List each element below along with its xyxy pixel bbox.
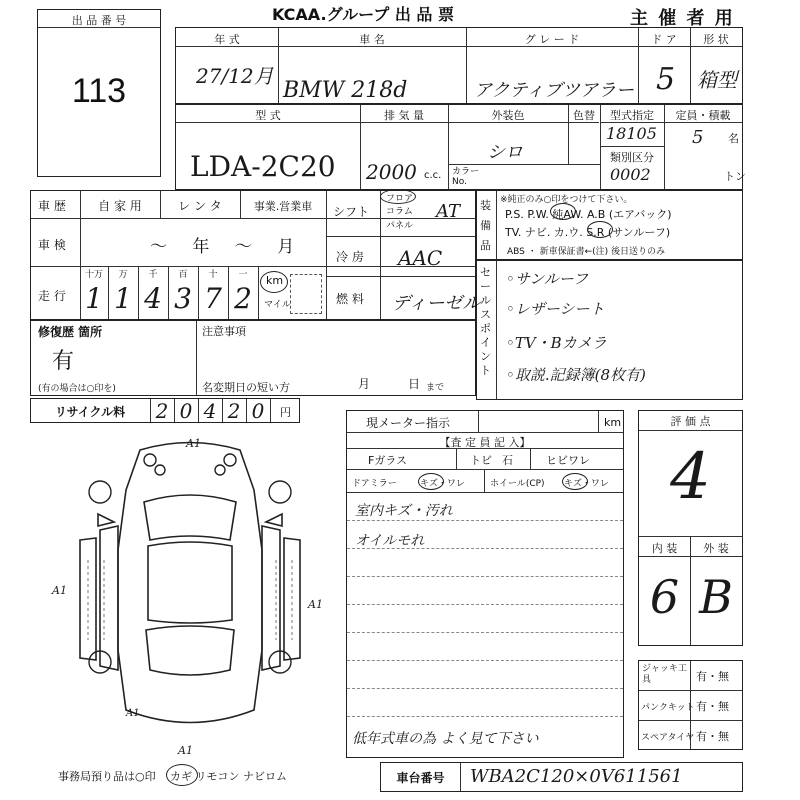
sales-point-item: ◦TV・Bカメラ: [506, 334, 607, 352]
damage-mark: A1: [126, 708, 140, 719]
interior-grade: 6: [649, 570, 680, 624]
class-label: 類別区分: [610, 151, 654, 164]
inspector-label: 【査 定 員 記 入】: [439, 436, 531, 449]
mileage-digit: 2: [234, 282, 252, 315]
color-no-label: カラー No.: [452, 167, 480, 187]
sales-point-item: ◦サンルーフ: [506, 270, 588, 288]
spare-tire-label: スペアタイヤ: [641, 733, 695, 743]
history-label: 車 歴: [38, 199, 66, 213]
mileage-digit: 1: [114, 282, 132, 315]
history-business: 事業.営業車: [253, 200, 313, 213]
jack-label: ジャッキ工具: [642, 664, 687, 685]
repair-label: 修復歴 箇所: [38, 325, 103, 339]
grade-value: アクティブツアラー: [474, 80, 635, 101]
capacity-unit-ton: トン: [724, 170, 746, 183]
mileage-digit: 4: [144, 282, 162, 315]
cc-unit: c.c.: [424, 170, 442, 181]
interior-label: 内 装: [651, 542, 678, 555]
form-title: KCAA.グループ 出 品 票: [272, 5, 454, 24]
shift-value: AT: [436, 201, 461, 222]
model-value: LDA-2C20: [190, 150, 336, 183]
glass-label: Fガラス: [368, 454, 407, 467]
notes-label: 注意事項: [202, 325, 246, 338]
name-change-day: 日: [408, 377, 421, 391]
displacement-label: 排 気 量: [384, 109, 424, 122]
mileage-digit: 7: [204, 282, 222, 315]
name-change-month: 月: [358, 377, 371, 391]
damage-mark: A1: [52, 584, 67, 597]
history-rental: レ ン タ: [178, 199, 222, 213]
damage-mark: A1: [308, 598, 323, 611]
glass-tobi: トビ: [470, 454, 492, 467]
chassis-label: 車台番号: [396, 771, 445, 785]
mileage-digit: 1: [85, 282, 103, 315]
class-value: 0002: [610, 165, 651, 184]
shift-label: シフト: [333, 205, 370, 219]
digit-label-10k: 万: [118, 270, 128, 280]
fuel-label: 燃 料: [336, 292, 364, 306]
sales-points-label: セールスポイント: [480, 266, 491, 377]
color-value: シロ: [487, 142, 523, 163]
year-value: 27/12月: [196, 64, 274, 88]
shift-option-floor: フロア: [386, 194, 414, 204]
equipment-line-2: TV. ナビ. カ.ウ. S.R (サンルーフ): [505, 226, 671, 239]
jack-value: 有・無: [696, 670, 729, 683]
meter-unit: km: [604, 416, 622, 429]
puncture-kit-value: 有・無: [696, 700, 729, 713]
puncture-kit-label: パンクキット: [641, 703, 695, 713]
ac-label: 冷 房: [336, 250, 364, 264]
name-change-label: 名変期日の短い方: [202, 381, 290, 394]
floor-circle: [380, 189, 416, 204]
recycle-unit: 円: [280, 406, 291, 419]
fuel-value: ディーゼル: [392, 293, 481, 314]
equipment-line-1: P.S. P.W. 純AW. A.B (エアバック): [505, 208, 672, 221]
history-private: 自 家 用: [98, 199, 142, 213]
digit-label-1: 一: [238, 270, 248, 280]
inspector-note: 室内キズ・汚れ: [355, 503, 453, 519]
inspection-label: 車 検: [38, 238, 66, 252]
damage-mark: A1: [178, 744, 193, 757]
chassis-number: WBA2C120×0V611561: [470, 766, 683, 787]
mileage-label: 走 行: [38, 289, 66, 303]
capacity-unit-people: 名: [728, 132, 739, 145]
ac-value: AAC: [398, 246, 443, 270]
damage-mark: A1: [186, 437, 201, 450]
shift-option-column: コラム: [386, 207, 413, 217]
recycle-digit: 2: [227, 399, 241, 423]
digit-label-100: 百: [178, 270, 188, 280]
recycle-digit: 0: [251, 399, 265, 423]
capacity-value: 5: [692, 127, 704, 148]
equipment-note: ※純正のみ○印をつけて下さい。: [500, 195, 633, 205]
name-change-until: まで: [426, 383, 445, 393]
sales-point-item: ◦レザーシート: [506, 300, 605, 318]
type-designation-value: 18105: [606, 124, 657, 143]
office-items: カギ リモコン ナビロム: [170, 770, 287, 783]
mirror-label: ドアミラー: [352, 479, 397, 489]
inspector-footer-note: 低年式車の為 よく見て下さい: [352, 731, 539, 747]
grade-label: グ レ ー ド: [524, 33, 580, 46]
model-label: 型 式: [255, 109, 281, 122]
sales-point-item: ◦取説.記録簿(8枚有): [506, 366, 646, 384]
color-label: 外装色: [491, 109, 525, 122]
inspection-date: 〜 年 〜 月: [150, 237, 305, 257]
year-label: 年 式: [214, 33, 240, 46]
color-change-label: 色替: [573, 109, 595, 122]
digit-label-1k: 千: [148, 270, 158, 280]
rating-label: 評 価 点: [670, 415, 711, 428]
organizer-label: 主 催 者 用: [630, 8, 735, 29]
displacement-value: 2000: [366, 160, 417, 184]
glass-crack: ヒビワレ: [546, 454, 590, 467]
km-label: km: [266, 274, 284, 287]
exterior-grade: B: [699, 570, 733, 624]
recycle-digit: 2: [155, 399, 169, 423]
mileage-digit: 3: [174, 282, 192, 315]
doors-value: 5: [656, 62, 676, 97]
recycle-digit: 0: [179, 399, 193, 423]
mirror-value: キズ・ワレ: [420, 479, 465, 489]
meter-label: 現メーター指示: [366, 416, 451, 430]
car-name-value: BMW 218d: [283, 78, 408, 103]
recycle-label: リサイクル料: [54, 405, 126, 419]
equipment-label: 装備品: [480, 199, 491, 252]
capacity-label: 定員・積載: [675, 109, 731, 122]
wheel-label: ホイール(CP): [490, 479, 545, 489]
car-name-label: 車 名: [359, 33, 385, 46]
recycle-digit: 4: [203, 399, 217, 423]
repair-value: 有: [52, 349, 75, 374]
mile-label: マイル: [264, 300, 291, 310]
shape-value: 箱型: [697, 68, 737, 92]
doors-label: ド ア: [651, 33, 677, 46]
type-designation-label: 型式指定: [610, 109, 654, 122]
car-diagram: [40, 430, 340, 760]
wheel-value: キズ・ワレ: [564, 479, 609, 489]
digit-label-100k: 十万: [84, 270, 103, 280]
digit-label-10: 十: [208, 270, 218, 280]
office-items-label: 事務局預り品は○印: [58, 770, 156, 783]
lot-number: 113: [71, 72, 127, 110]
shape-label: 形 状: [703, 33, 729, 46]
lot-number-label: 出 品 番 号: [71, 14, 127, 27]
rating-score: 4: [670, 440, 711, 514]
spare-tire-value: 有・無: [696, 730, 729, 743]
equipment-line-3: ABS ・ 新車保証書←(注) 後日送りのみ: [507, 247, 666, 257]
exterior-label: 外 装: [703, 542, 729, 555]
repair-note: (有の場合は○印を): [38, 384, 116, 394]
shift-option-panel: パネル: [386, 221, 414, 231]
glass-ishi: 石: [502, 454, 513, 467]
inspector-note: オイルモれ: [355, 533, 425, 549]
